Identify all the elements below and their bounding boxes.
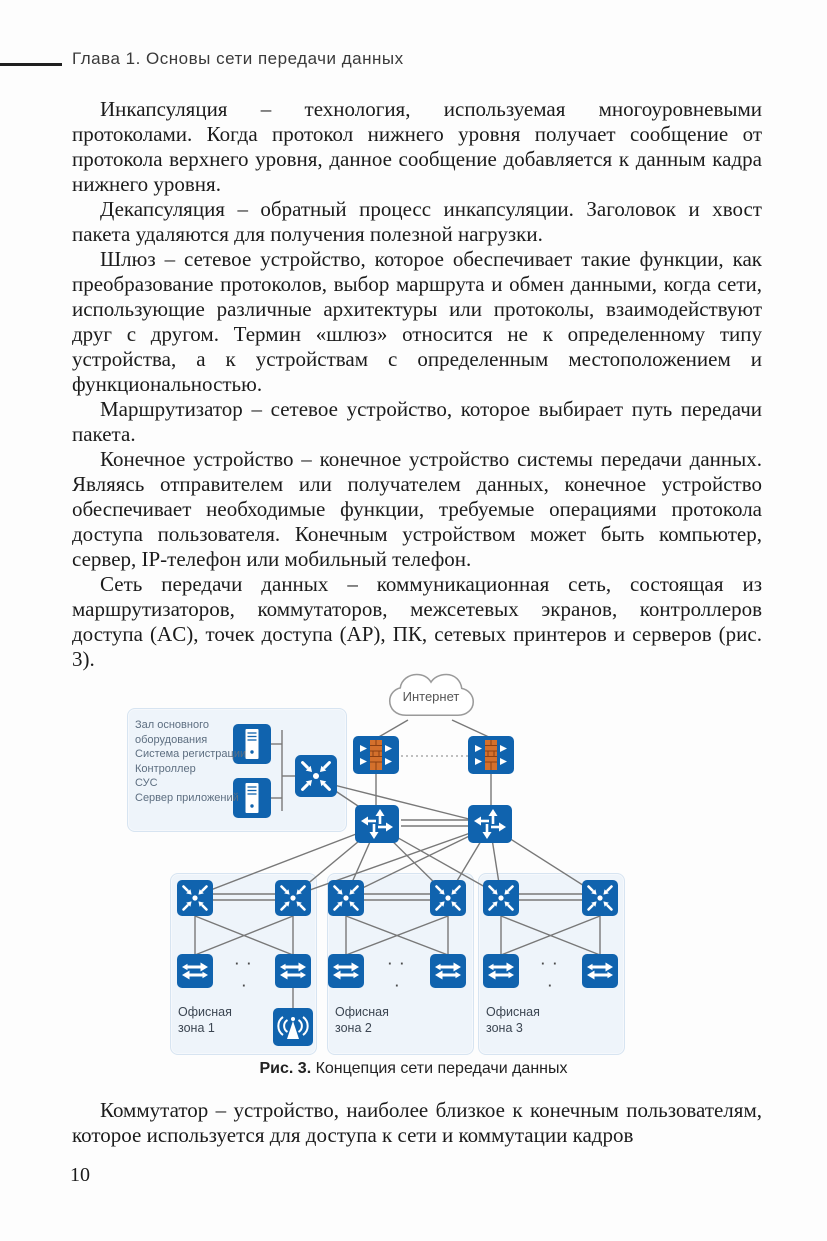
page-number: 10: [70, 1164, 90, 1186]
office-zone-label: Офисная зона 2: [335, 1005, 389, 1035]
firewall-icon: [353, 736, 399, 774]
equipment-line: оборудования: [135, 733, 208, 746]
figure-caption: [0, 1060, 827, 1078]
l2-switch-icon: [328, 954, 364, 988]
core-router-icon: [355, 805, 399, 843]
equipment-room-list: [135, 718, 265, 805]
chapter-rule: [0, 63, 62, 66]
more-devices-dots: · ·: [388, 956, 407, 971]
l2-switch-icon: [177, 954, 213, 988]
body-text-bottom: [72, 1098, 762, 1148]
paragraph-router: Маршрутизатор – сетевое устройство, которое выбирает путь передачи пакета.: [72, 397, 762, 446]
paragraph-end-device: Конечное устройство – конечное устройство системы передачи данных. Являясь отправителем или получателем данных, конечное устройство обеспечивает необходимые функции, требуемые операциями протокола доступа пользователя. Конечным устройством может быть компьютер, сервер, IP-телефон или мобильный телефон.: [72, 447, 762, 571]
l2-switch-icon: [582, 954, 618, 988]
more-devices-dots: · ·: [541, 956, 560, 971]
network-diagram-figure: [125, 668, 710, 1060]
l3-switch-icon: [328, 880, 364, 916]
more-devices-dots: · ·: [235, 956, 254, 971]
paragraph-data-network: Сеть передачи данных – коммуникационная сеть, состоящая из маршрутизаторов, коммутаторов, межсетевых экранов, контроллеров доступа (AC), точек доступа (AP), ПК, сетевых принтеров и серверов (рис. 3).: [72, 572, 762, 671]
l3-switch-icon: [483, 880, 519, 916]
l3-switch-icon: [582, 880, 618, 916]
access-point-icon: [273, 1008, 313, 1046]
firewall-icon: [468, 736, 514, 774]
figure-caption-label: Рис. 3.: [259, 1060, 312, 1077]
equipment-line: Система регистрации: [135, 748, 247, 760]
l3-switch-icon: [275, 880, 311, 916]
more-devices-dot: ·: [395, 978, 402, 993]
body-text-top: [72, 97, 762, 672]
more-devices-dot: ·: [242, 978, 249, 993]
office-zone-label: Офисная зона 1: [178, 1005, 232, 1035]
more-devices-dot: ·: [548, 978, 555, 993]
l3-switch-icon: [295, 755, 337, 797]
paragraph-gateway: Шлюз – сетевое устройство, которое обеспечивает такие функции, как преобразование протоколов, выбор маршрута и обмен данными, когда сети, использующие различные архитектуры или протоколы, взаимодействуют друг с другом. Термин «шлюз» относится не к определенному типу устройства, а к устройствам с определенным местоположением и функциональностью.: [72, 247, 762, 396]
figure-caption-text: Концепция сети передачи данных: [311, 1060, 568, 1077]
l2-switch-icon: [483, 954, 519, 988]
core-router-icon: [468, 805, 512, 843]
paragraph-decapsulation: Декапсуляция – обратный процесс инкапсуляции. Заголовок и хвост пакета удаляются для получения полезной нагрузки.: [72, 197, 762, 246]
paragraph-encapsulation: Инкапсуляция – технология, используемая многоуровневыми протоколами. Когда протокол нижнего уровня получает сообщение от протокола верхнего уровня, данное сообщение добавляется к данным кадра нижнего уровня.: [72, 97, 762, 196]
paragraph-switch: Коммутатор – устройство, наиболее близкое к конечным пользователям, которое используется для доступа к сети и коммутации кадров: [72, 1098, 762, 1147]
equipment-line: Сервер приложений: [135, 791, 239, 804]
l2-switch-icon: [430, 954, 466, 988]
office-zone-label: Офисная зона 3: [486, 1005, 540, 1035]
l3-switch-icon: [177, 880, 213, 916]
equipment-line: СУС: [135, 777, 158, 789]
l2-switch-icon: [275, 954, 311, 988]
equipment-line: Зал основного: [135, 719, 209, 731]
equipment-line: Контроллер: [135, 762, 196, 775]
l3-switch-icon: [430, 880, 466, 916]
internet-cloud-label: Интернет: [402, 689, 460, 704]
chapter-header: Глава 1. Основы сети передачи данных: [72, 49, 404, 68]
